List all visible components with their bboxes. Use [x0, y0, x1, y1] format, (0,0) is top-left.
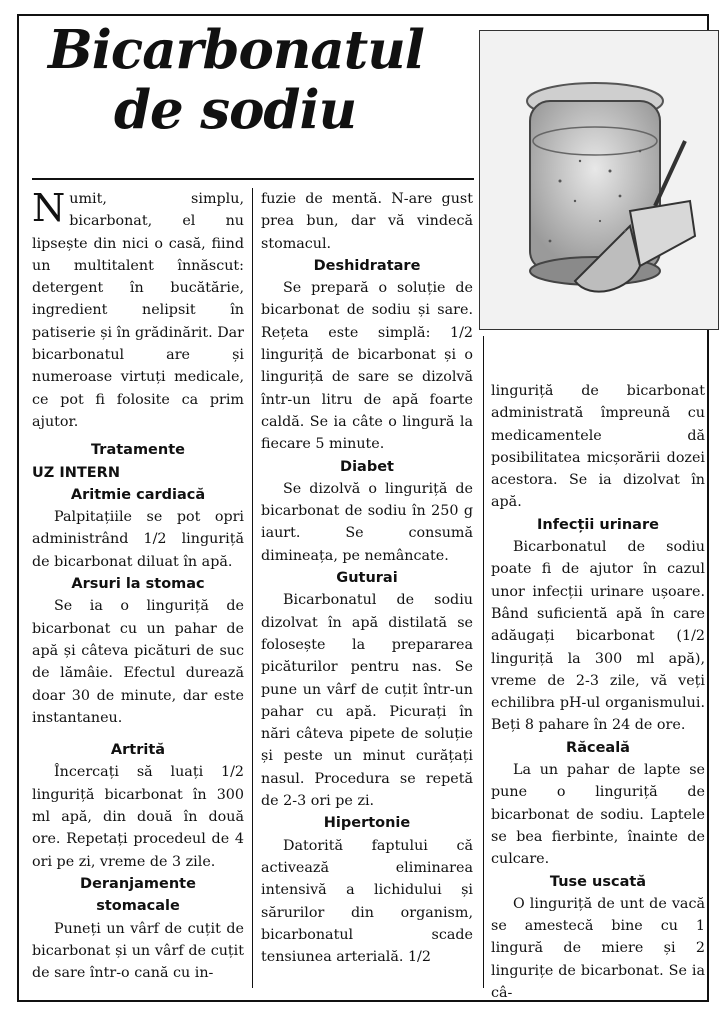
title-line-1: Bicarbonatul — [48, 19, 424, 81]
column-2 — [261, 188, 473, 968]
jar-and-scoop-photo — [479, 30, 719, 330]
heading-stomacale: stomacale — [96, 898, 180, 915]
heading-guturai: Guturai — [336, 570, 398, 587]
paragraph-infectii: Bicarbonatul de sodiu poate fi de ajutor în cazul unor infecții urinare ușoare. Bând suficientă apă în care adăugați bicarbonat (1/2 linguriță la 300 ml apă), vreme de 2-3 zile, vă veți echilibra pH-ul organismului. Beți 8 pahare în 24 de ore. — [491, 539, 705, 734]
paragraph-aritmie: Palpitațiile se pot opri administrând 1/2 linguriță de bicarbonat diluat în apă. — [32, 509, 244, 570]
title-line-2: de sodiu — [114, 79, 357, 141]
paragraph-continued-3: linguriță de bicarbonat administrată împreună cu medicamentele dă posibilitatea micșorării dozei acestora. Se ia dizolvat în apă. — [491, 383, 705, 511]
section-subtitle-uz-intern: UZ INTERN — [32, 464, 120, 481]
column-1 — [32, 188, 244, 984]
heading-arsuri: Arsuri la stomac — [71, 576, 205, 593]
heading-deshidratare: Deshidratare — [313, 257, 421, 274]
title-rule — [32, 178, 474, 180]
heading-aritmie: Aritmie cardiacă — [70, 486, 206, 503]
paragraph-guturai: Bicarbonatul de sodiu dizolvat în apă distilată se folosește la prepararea picăturilor pentru nas. Se pune un vârf de cuțit într-un pahar cu apă. Picurați în nări câteva pipete de soluție și peste un minut curățați nasul. Procedura se repetă de 2-3 ori pe zi. — [261, 592, 473, 810]
jar-and-scoop-icon — [480, 31, 719, 330]
column-divider-2 — [483, 336, 484, 988]
paragraph-raceala: La un pahar de lapte se pune o linguriță de bicarbonat de sodiu. Laptele se bea fierbinte, înainte de culcare. — [491, 762, 705, 868]
column-divider-1 — [252, 188, 253, 988]
heading-raceala: Răceală — [566, 739, 630, 756]
heading-hipertonie: Hipertonie — [323, 815, 411, 832]
paragraph-arsuri: Se ia o linguriță de bicarbonat cu un pahar de apă și câteva picături de suc de lămâie. Efectul durează doar 30 de minute, dar este instantaneu. — [32, 598, 244, 726]
heading-tuse: Tuse uscată — [549, 873, 647, 890]
column-3 — [491, 380, 705, 1004]
heading-diabet: Diabet — [340, 458, 394, 475]
heading-artrita: Artrită — [110, 742, 166, 759]
heading-deranjamente: Deranjamente — [80, 875, 196, 892]
paragraph-continued: fuzie de mentă. N-are gust prea bun, dar vă vindecă stomacul. — [261, 191, 473, 252]
paragraph-hipertonie: Datorită faptului că activează eliminarea intensivă a lichidului și sărurilor din organism, bicarbonatul scade tensiunea arterială. 1/2 — [261, 837, 473, 966]
drop-cap: N — [32, 186, 66, 230]
paragraph-deranjamente: Puneți un vârf de cuțit de bicarbonat și un vârf de cuțit de sare într-o cană cu in- — [32, 920, 244, 982]
paragraph-diabet: Se dizolvă o linguriță de bicarbonat de sodiu în 250 g iaurt. Se consumă dimineața, pe nemâncate. — [261, 480, 473, 564]
article-title — [48, 20, 468, 140]
intro-paragraph: Numit, simplu, bicarbonat, el nu lipsește din nici o casă, fiind un multitalent înnăscut: detergent în bucătărie, ingredient nelipsit în patiserie și în grădinărit. Dar bicarbonatul are și numeroase virtuți medicale, ce pot fi folosite ca prim ajutor. — [32, 186, 245, 430]
paragraph-deshidratare: Se prepară o soluție de bicarbonat de sodiu și sare. Rețeta este simplă: 1/2 linguriță de bicarbonat și o linguriță de sare se dizolvă într-un litru de apă foarte caldă. Se ia câte o lingură la fiecare 5 minute. — [261, 280, 473, 453]
section-title-tratamente: Tratamente — [91, 442, 185, 459]
paragraph-artrita: Încercați să luați 1/2 linguriță bicarbonat în 300 ml apă, din două în două ore. Repetați procedeul de 4 ori pe zi, vreme de 3 zile. — [32, 764, 244, 870]
heading-infectii: Infecții urinare — [537, 516, 659, 533]
paragraph-tuse: O linguriță de unt de vacă se amestecă bine cu 1 lingură de miere și 2 lingurițe de bicarbonat. Se ia câ- — [491, 895, 705, 1002]
